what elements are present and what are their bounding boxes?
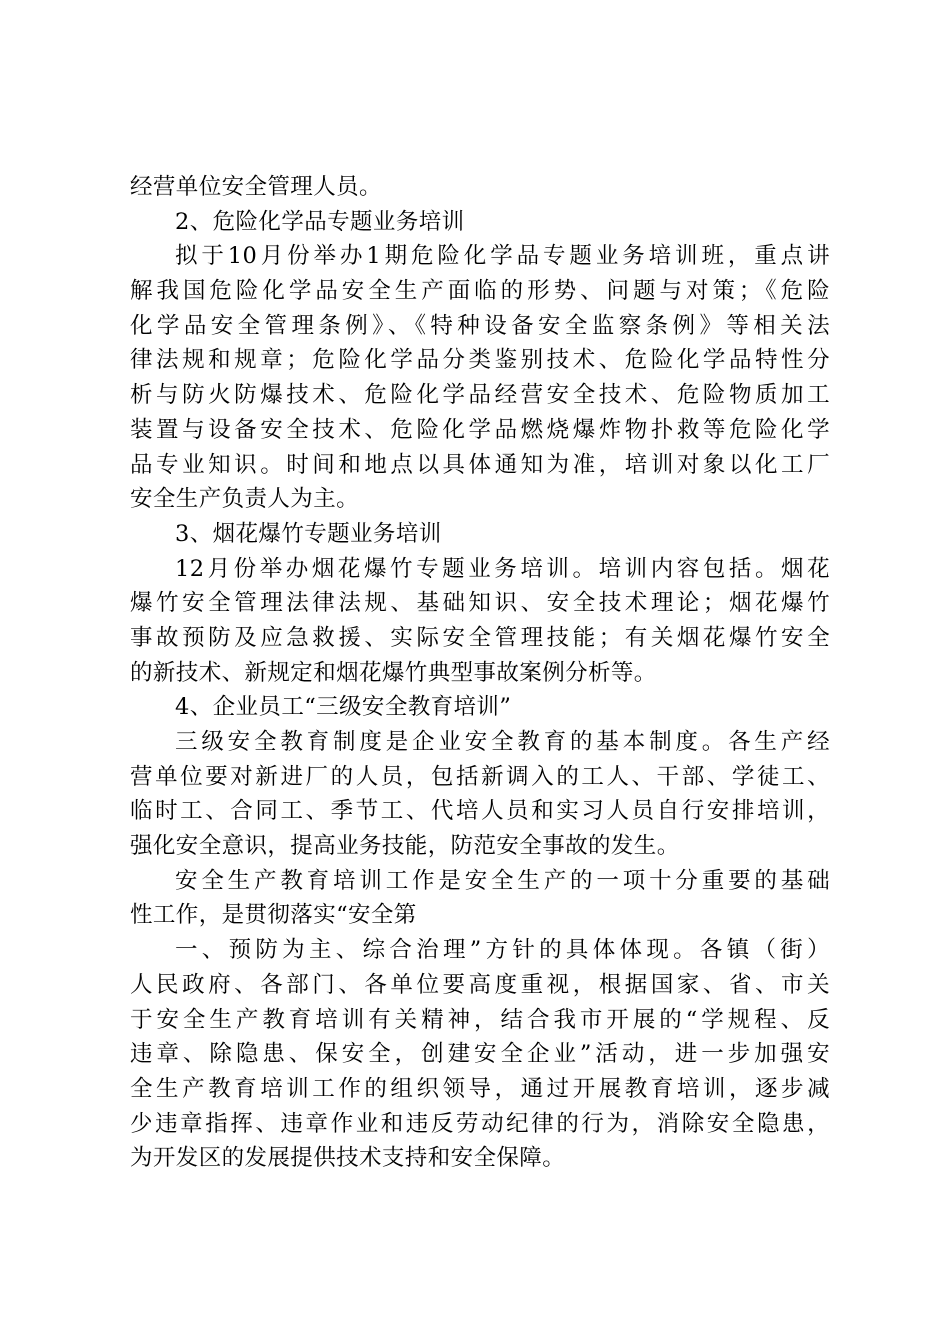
text-line: 拟于10月份举办1期危险化学品专题业务培训班，重点讲 — [175, 243, 830, 270]
text-line: 3、烟花爆竹专题业务培训 — [175, 520, 442, 547]
text-line: 强化安全意识，提高业务技能，防范安全事故的发生。 — [130, 833, 680, 860]
text-line: 性工作，是贯彻落实“安全第 — [130, 902, 417, 929]
text-line: 律法规和规章；危险化学品分类鉴别技术、危险化学品特性分 — [130, 347, 830, 374]
text-line: 违章、除隐患、保安全，创建安全企业”活动，进一步加强安 — [130, 1041, 830, 1068]
text-line: 少违章指挥、违章作业和违反劳动纪律的行为，消除安全隐患， — [130, 1110, 830, 1137]
text-line: 全生产教育培训工作的组织领导，通过开展教育培训，逐步减 — [130, 1075, 830, 1102]
text-line: 于安全生产教育培训有关精神，结合我市开展的“学规程、反 — [130, 1006, 830, 1033]
text-line: 爆竹安全管理法律法规、基础知识、安全技术理论；烟花爆竹 — [130, 590, 830, 617]
text-line: 为开发区的发展提供技术支持和安全保障。 — [130, 1145, 566, 1172]
text-line: 品专业知识。时间和地点以具体通知为准，培训对象以化工厂 — [130, 451, 830, 478]
text-line: 临时工、合同工、季节工、代培人员和实习人员自行安排培训， — [130, 798, 830, 825]
text-line: 营单位要对新进厂的人员，包括新调入的工人、干部、学徒工、 — [130, 763, 830, 790]
text-line: 安全生产教育培训工作是安全生产的一项十分重要的基础 — [175, 867, 830, 894]
document-page — [130, 170, 830, 1176]
text-line: 2、危险化学品专题业务培训 — [175, 208, 465, 235]
text-line: 解我国危险化学品安全生产面临的形势、问题与对策；《危险 — [130, 278, 830, 305]
text-line: 装置与设备安全技术、危险化学品燃烧爆炸物扑救等危险化学 — [130, 416, 830, 443]
text-line: 4、企业员工“三级安全教育培训” — [175, 694, 512, 721]
text-line: 安全生产负责人为主。 — [130, 486, 360, 513]
text-line: 经营单位安全管理人员。 — [130, 174, 382, 200]
text-line: 12月份举办烟花爆竹专题业务培训。培训内容包括。烟花 — [175, 555, 830, 582]
text-line: 三级安全教育制度是企业安全教育的基本制度。各生产经 — [175, 729, 830, 755]
text-line: 化学品安全管理条例》、《特种设备安全监察条例》等相关法 — [130, 312, 830, 339]
text-line: 的新技术、新规定和烟花爆竹典型事故案例分析等。 — [130, 659, 657, 686]
text-line: 事故预防及应急救援、实际安全管理技能；有关烟花爆竹安全 — [130, 624, 830, 651]
text-line: 析与防火防爆技术、危险化学品经营安全技术、危险物质加工 — [130, 382, 830, 409]
text-line: 一、预防为主、综合治理”方针的具体体现。各镇（街） — [175, 937, 830, 964]
document-body — [130, 170, 830, 1176]
text-line: 人民政府、各部门、各单位要高度重视，根据国家、省、市关 — [130, 971, 830, 998]
